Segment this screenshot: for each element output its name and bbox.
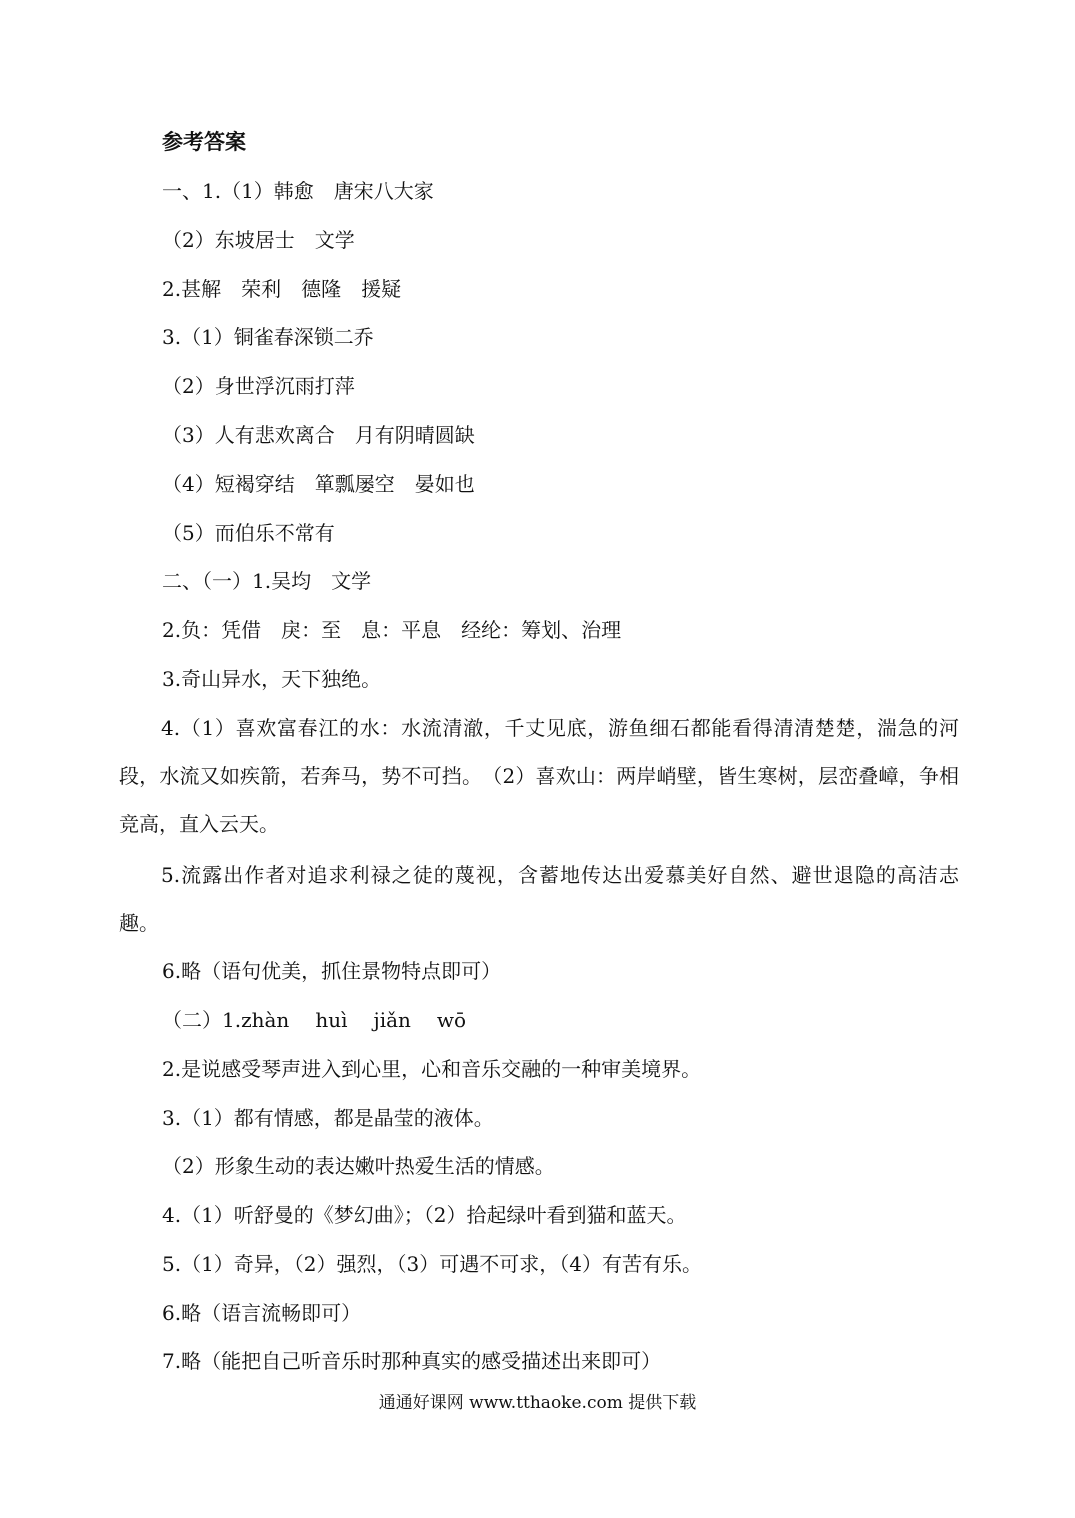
answer-line-16: 2.是说感受琴声进入到心里，心和音乐交融的一种审美境界。 [162, 1057, 702, 1081]
answer-line-1: 一、1.（1）韩愈 唐宋八大家 [162, 179, 434, 203]
answer-line-22: 7.略（能把自己听音乐时那种真实的感受描述出来即可） [162, 1349, 662, 1373]
answer-line-8: （5）而伯乐不常有 [162, 521, 335, 545]
pinyin-line [162, 1005, 466, 1035]
answer-line-18: （2）形象生动的表达嫩叶热爱生活的情感。 [162, 1154, 555, 1178]
pinyin-word-4: wō [436, 1008, 467, 1032]
pinyin-word-2: huì [315, 1008, 348, 1032]
answer-line-9: 二、（一）1.吴均 文学 [162, 569, 372, 593]
pinyin-prefix: （二）1. [162, 1008, 242, 1032]
answer-line-7: （4）短褐穿结 箪瓢屡空 晏如也 [162, 472, 475, 496]
answer-paragraph-12: 4.（1）喜欢富春江的水：水流清澈，千丈见底，游鱼细石都能看得清清楚楚，湍急的河段，水流又如疾箭，若奔马，势不可挡。 （2）喜欢山：两岸峭壁，皆生寒树，层峦叠嶂，争相竞高，直入云天。 [119, 716, 959, 836]
answer-line-3: 2.甚解 荣利 德隆 援疑 [162, 277, 402, 301]
answer-line-20: 5.（1）奇异，（2）强烈，（3）可遇不可求，（4）有苦有乐。 [162, 1252, 702, 1276]
answer-line-2: （2）东坡居士 文学 [162, 228, 355, 252]
page-title: 参考答案 [162, 130, 246, 154]
answer-line-5: （2）身世浮沉雨打萍 [162, 374, 355, 398]
answer-line-4: 3.（1）铜雀春深锁二乔 [162, 325, 374, 349]
page-footer: 通通好课网 www.tthaoke.com 提供下载 [378, 1393, 697, 1413]
answer-line-21: 6.略（语言流畅即可） [162, 1301, 362, 1325]
answer-line-14: 6.略（语句优美，抓住景物特点即可） [162, 959, 502, 983]
answer-line-10: 2.负：凭借 戾：至 息：平息 经纶：筹划、治理 [162, 618, 622, 642]
pinyin-word-1: zhàn [241, 1008, 290, 1032]
answer-line-17: 3.（1）都有情感，都是晶莹的液体。 [162, 1106, 494, 1130]
answer-line-19: 4.（1）听舒曼的《梦幻曲》；（2）拾起绿叶看到猫和蓝天。 [162, 1203, 687, 1227]
answer-paragraph-13: 5.流露出作者对追求利禄之徒的蔑视，含蓄地传达出爱慕美好自然、避世退隐的高洁志趣。 [119, 863, 959, 935]
answer-line-11: 3.奇山异水，天下独绝。 [162, 667, 382, 691]
answer-line-6: （3）人有悲欢离合 月有阴晴圆缺 [162, 423, 475, 447]
pinyin-word-3: jiǎn [373, 1008, 411, 1032]
